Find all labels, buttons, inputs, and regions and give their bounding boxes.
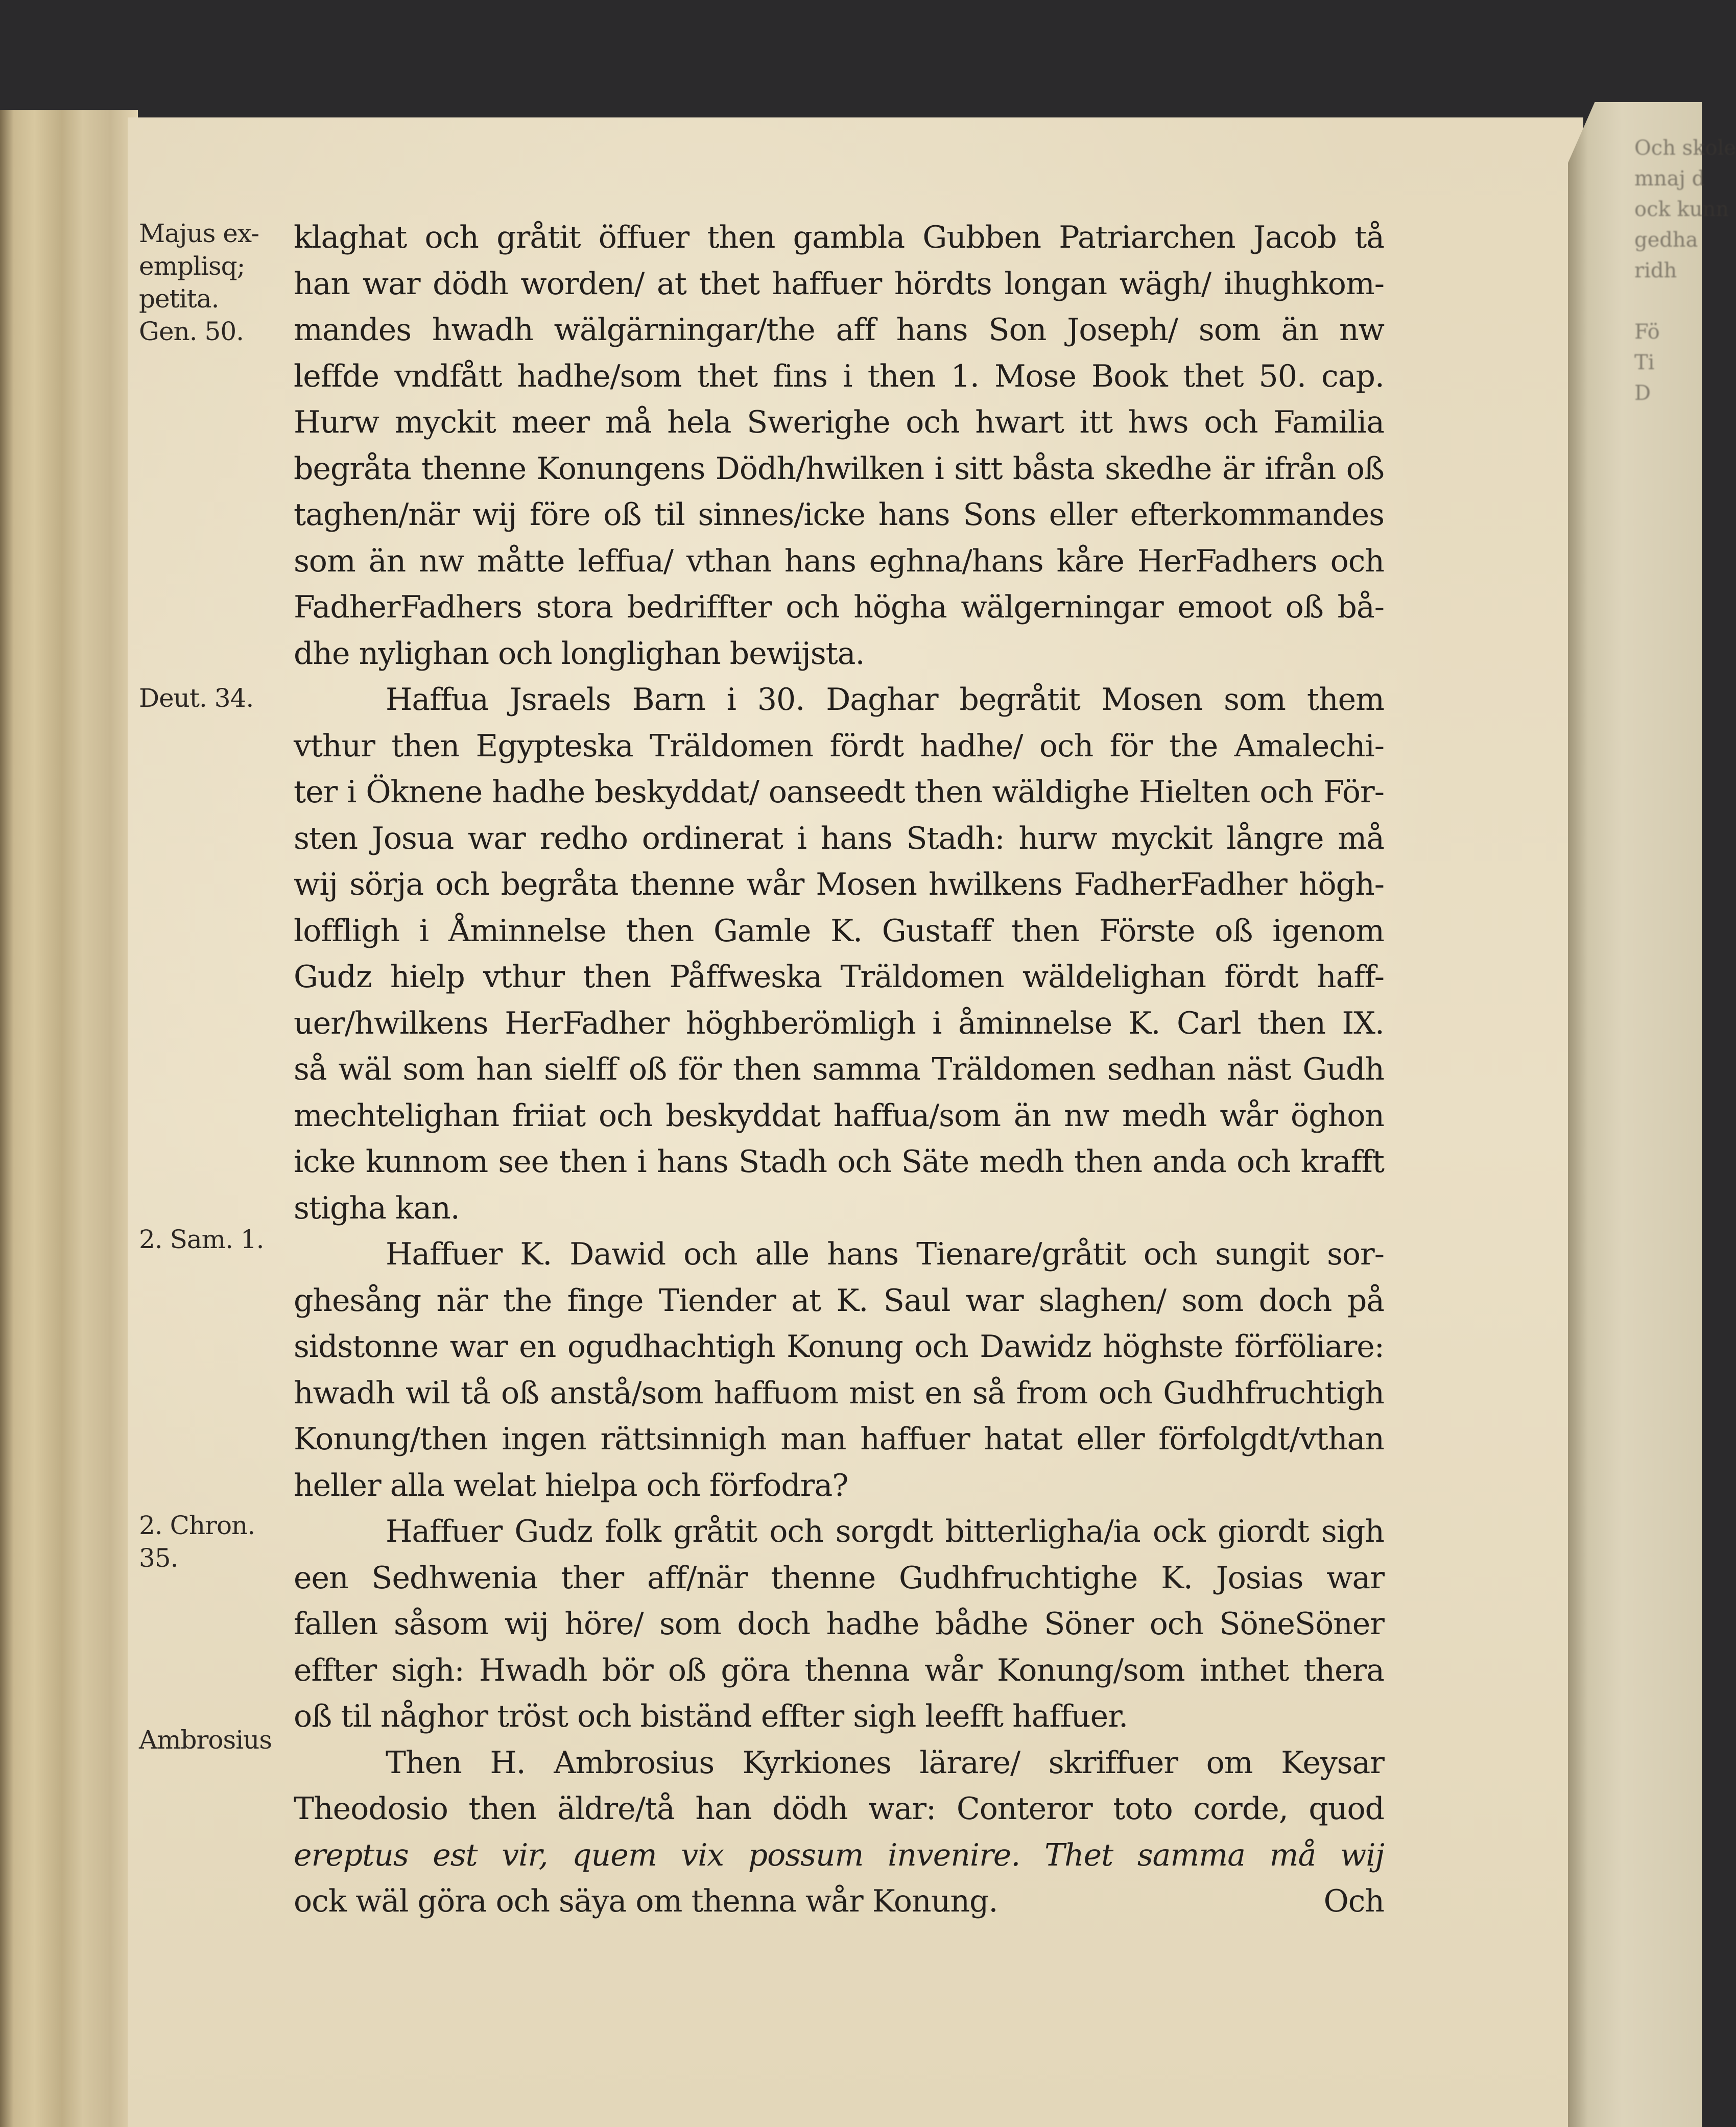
text-line: Hurw myckit meer må hela Swerighe och hwart itt hws och Familia: [294, 404, 1384, 440]
paragraph-start-line: Haffuer Gudz folk gråtit och sorgdt bitterligha/ia ock giordt sigh: [386, 1514, 1384, 1549]
text-line: som än nw måtte leffua/ vthan hans eghna/hans kåre HerFadhers och: [294, 543, 1384, 579]
text-line: icke kunnom see then i hans Stadh och Säte medh then anda och krafft: [294, 1144, 1384, 1180]
facing-fragment: D: [1634, 381, 1651, 405]
final-line: [294, 1878, 1384, 1925]
text-line: fallen såsom wij höre/ som doch hadhe bådhe Söner och SöneSöner: [294, 1606, 1384, 1642]
text-line: hwadh wil tå oß anstå/som haffuom mist en så from och Gudhfruchtigh: [294, 1375, 1384, 1411]
facing-fragment: Och skole: [1634, 136, 1736, 160]
text-line: uer/hwilkens HerFadher höghberömligh i åminnelse K. Carl then IX.: [294, 1005, 1384, 1041]
facing-fragment: ridh: [1634, 259, 1677, 282]
text-line: effter sigh: Hwadh bör oß göra thenna wår Konung/som inthet thera: [294, 1652, 1384, 1688]
text-line: ghesång när the finge Tiender at K. Saul war slaghen/ som doch på: [294, 1282, 1384, 1319]
paragraph-start-line: Haffua Jsraels Barn i 30. Daghar begråtit Mosen som them: [386, 682, 1384, 718]
margin-note-line: 2. Chron.: [139, 1511, 255, 1540]
margin-note-deuteronomy: [139, 682, 292, 714]
text-line: ock wäl göra och säya om thenna wår Konung.: [294, 1883, 998, 1919]
facing-fragment: Ti: [1634, 351, 1655, 374]
margin-note-line: Gen. 50.: [139, 317, 244, 346]
margin-note-genesis: [139, 217, 292, 348]
text-line: heller alla welat hielpa och förfodra?: [294, 1467, 848, 1503]
text-line: vthur then Egypteska Träldomen fördt hadhe/ och för the Amalechi-: [294, 728, 1384, 764]
text-line: mechtelighan friiat och beskyddat haffua/som än nw medh wår öghon: [294, 1097, 1384, 1134]
paragraph-start-line: Then H. Ambrosius Kyrkiones lärare/ skriffuer om Keysar: [386, 1744, 1384, 1781]
facing-fragment: ock kunn: [1634, 198, 1729, 221]
facing-fragment: Fö: [1634, 320, 1660, 344]
text-line: wij sörja och begråta thenne wår Mosen hwilkens FadherFadher högh-: [294, 867, 1384, 902]
facing-fragment: mnaj d: [1634, 167, 1705, 190]
text-line: dhe nylighan och longlighan bewijsta.: [294, 635, 865, 672]
catchword: Och: [1323, 1883, 1384, 1919]
margin-note-line: 35.: [139, 1543, 178, 1573]
paragraph-start-line: Haffuer K. Dawid och alle hans Tienare/gråtit och sungit sor-: [386, 1236, 1384, 1272]
margin-note-ambrosius: [139, 1724, 292, 1756]
margin-note-samuel: [139, 1223, 292, 1256]
margin-note-line: Deut. 34.: [139, 683, 254, 713]
margin-note-line: emplisq;: [139, 251, 245, 281]
facing-page-text: [1634, 133, 1736, 409]
text-line: oß til någhor tröst och biständ effter sigh leefft haffuer.: [294, 1699, 1128, 1734]
body-text: [294, 214, 1384, 1925]
margin-note-line: petita.: [139, 284, 219, 314]
margin-note-line: Ambrosius: [139, 1725, 272, 1755]
text-line: loffligh i Åminnelse then Gamle K. Gustaff then Förste oß igenom: [294, 913, 1384, 949]
text-line: taghen/när wij före oß til sinnes/icke hans Sons eller efterkommandes: [294, 497, 1384, 533]
text-line: sten Josua war redho ordinerat i hans Stadh: hurw myckit långre må: [294, 820, 1384, 856]
latin-quote-line: ereptus est vir, quem vix possum invenire. Thet samma må wij: [294, 1837, 1384, 1873]
margin-note-line: 2. Sam. 1.: [139, 1225, 264, 1254]
book-page-edges: [0, 110, 138, 2127]
text-line: Konung/then ingen rättsinnigh man haffuer hatat eller förfolgdt/vthan: [294, 1421, 1384, 1457]
text-line: han war dödh worden/ at thet haffuer hördts longan wägh/ ihughkom-: [294, 266, 1384, 302]
text-line: klaghat och gråtit öffuer then gambla Gubben Patriarchen Jacob tå: [294, 220, 1384, 255]
text-line: een Sedhwenia ther aff/när thenne Gudhfruchtighe K. Josias war: [294, 1560, 1384, 1596]
text-line: begråta thenne Konungens Dödh/hwilken i sitt båsta skedhe är ifrån oß: [294, 450, 1384, 487]
text-line: mandes hwadh wälgärningar/the aff hans Son Joseph/ som än nw: [294, 312, 1384, 348]
text-line: sidstonne war en ogudhachtigh Konung och Dawidz höghste förföliare:: [294, 1329, 1384, 1365]
text-line: stigha kan.: [294, 1190, 460, 1226]
text-line: leffde vndfått hadhe/som thet fins i then 1. Mose Book thet 50. cap.: [294, 358, 1384, 394]
margin-note-chronicles: [139, 1509, 292, 1574]
text-line: Gudz hielp vthur then Påffweska Träldomen wäldelighan fördt haff-: [294, 959, 1384, 995]
facing-fragment: gedha: [1634, 228, 1698, 252]
margin-note-line: Majus ex-: [139, 219, 259, 248]
text-line: så wäl som han sielff oß för then samma Träldomen sedhan näst Gudh: [294, 1051, 1384, 1087]
text-line: ter i Öknene hadhe beskyddat/ oanseedt then wäldighe Hielten och För-: [294, 774, 1384, 810]
text-line: FadherFadhers stora bedriffter och högha wälgerningar emoot oß bå-: [294, 589, 1384, 625]
text-line: Theodosio then äldre/tå han dödh war: Conteror toto corde, quod: [294, 1791, 1384, 1827]
